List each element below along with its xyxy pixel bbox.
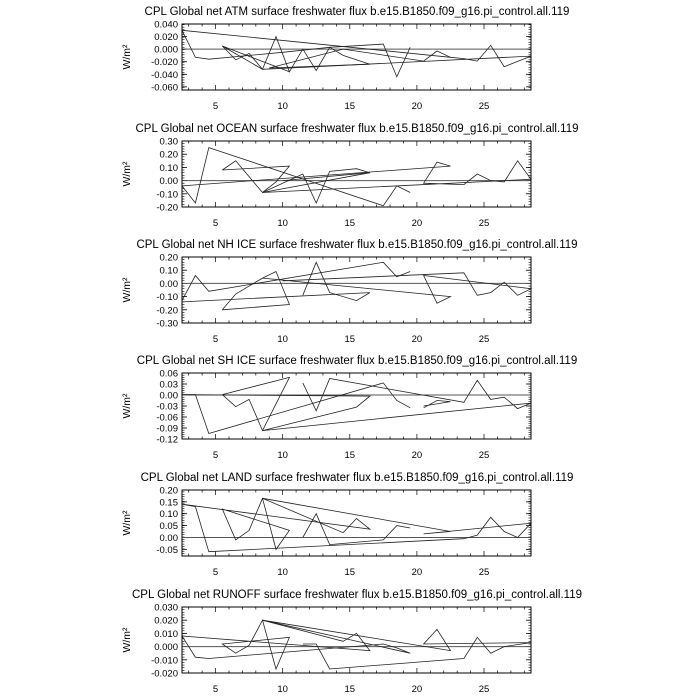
y-axis-label: W/m² [121, 510, 133, 536]
series-line-1 [182, 620, 370, 669]
y-tick-label: 0.030 [154, 602, 178, 614]
plot-frame [182, 490, 531, 556]
y-tick-label: -0.30 [156, 318, 178, 330]
y-axis-label: W/m² [121, 277, 133, 303]
y-tick-label: 0.30 [159, 136, 178, 148]
y-tick-label: 0.00 [159, 176, 178, 188]
series-line-0 [182, 498, 531, 551]
y-tick-label: -0.05 [156, 544, 178, 556]
panel-2 [121, 239, 578, 345]
x-tick-label: 15 [344, 334, 356, 345]
panel-title: CPL Global net NH ICE surface freshwater flux b.e15.B1850.f09_g16.pi_control.all.119 [136, 239, 578, 251]
y-axis-label: W/m² [121, 393, 133, 419]
series-line-0 [182, 30, 410, 77]
y-tick-label: 0.10 [159, 265, 178, 277]
y-tick-label: 0.10 [159, 162, 178, 174]
x-tick-label: 10 [277, 450, 288, 461]
y-tick-label: 0.05 [159, 521, 178, 533]
y-tick-label: 0.00 [159, 532, 178, 544]
y-tick-label: 0.020 [154, 615, 178, 627]
y-tick-label: -0.060 [151, 82, 178, 94]
panel-title: CPL Global net ATM surface freshwater flux b.e15.B1850.f09_g16.pi_control.all.119 [144, 6, 570, 18]
x-tick-label: 25 [478, 218, 490, 229]
x-tick-label: 15 [344, 684, 356, 695]
y-tick-label: -0.020 [151, 57, 178, 69]
y-tick-label: 0.000 [154, 642, 178, 654]
y-tick-label: 0.020 [154, 32, 178, 44]
series-line-1 [182, 161, 531, 193]
y-tick-label: 0.00 [159, 390, 178, 402]
y-tick-label: 0.10 [159, 509, 178, 521]
panel-5 [121, 589, 582, 695]
y-tick-label: -0.06 [156, 412, 178, 424]
y-tick-label: -0.10 [156, 292, 178, 304]
y-tick-label: 0.00 [159, 278, 178, 290]
y-tick-label: 0.15 [159, 497, 178, 509]
y-tick-label: 0.000 [154, 44, 178, 56]
y-tick-label: 0.06 [159, 368, 178, 380]
panel-4 [121, 472, 573, 578]
x-tick-label: 25 [478, 334, 490, 345]
panel-1 [121, 123, 579, 229]
x-tick-label: 5 [212, 334, 219, 345]
panel-0 [121, 6, 569, 112]
y-tick-label: 0.20 [159, 149, 178, 161]
panel-3 [121, 355, 577, 461]
x-tick-label: 20 [411, 450, 423, 461]
series-line-3 [263, 273, 532, 303]
x-tick-label: 25 [478, 450, 490, 461]
x-tick-label: 5 [212, 218, 219, 229]
x-tick-label: 5 [212, 684, 219, 695]
series-line-2 [222, 161, 289, 193]
series-line-0 [182, 620, 531, 669]
x-tick-label: 10 [277, 684, 288, 695]
panel-title: CPL Global net SH ICE surface freshwater flux b.e15.B1850.f09_g16.pi_control.all.119 [136, 355, 578, 367]
y-tick-label: -0.20 [156, 305, 178, 317]
x-tick-label: 15 [344, 101, 356, 112]
series-line-2 [222, 377, 289, 430]
series-line-3 [263, 169, 370, 203]
y-tick-label: -0.020 [151, 668, 178, 680]
x-tick-label: 15 [344, 218, 356, 229]
series-line-0 [182, 383, 410, 434]
y-tick-label: -0.20 [156, 202, 178, 214]
x-tick-label: 20 [411, 567, 423, 578]
x-tick-label: 5 [212, 450, 219, 461]
y-tick-label: -0.03 [156, 401, 178, 413]
x-tick-label: 20 [411, 101, 423, 112]
x-tick-label: 25 [478, 684, 490, 695]
x-tick-label: 10 [277, 218, 288, 229]
x-tick-label: 5 [212, 567, 219, 578]
y-tick-label: -0.09 [156, 423, 178, 435]
y-tick-label: 0.20 [159, 252, 178, 264]
x-tick-label: 5 [212, 101, 219, 112]
series-line-1 [182, 262, 370, 302]
y-tick-label: 0.03 [159, 379, 178, 391]
x-tick-label: 20 [411, 218, 423, 229]
x-tick-label: 25 [478, 567, 490, 578]
y-tick-label: 0.010 [154, 628, 178, 640]
y-axis-label: W/m² [121, 627, 133, 653]
x-tick-label: 20 [411, 334, 423, 345]
x-tick-label: 20 [411, 684, 423, 695]
x-tick-label: 15 [344, 450, 356, 461]
y-tick-label: -0.12 [156, 434, 178, 446]
panel-title: CPL Global net RUNOFF surface freshwater flux b.e15.B1850.f09_g16.pi_control.all.119 [131, 589, 583, 601]
y-tick-label: -0.040 [151, 69, 178, 81]
series-line-3 [424, 401, 451, 408]
y-tick-label: 0.040 [154, 19, 178, 31]
x-tick-label: 10 [277, 567, 288, 578]
y-tick-label: 0.20 [159, 485, 178, 497]
panel-title: CPL Global net LAND surface freshwater flux b.e15.B1850.f09_g16.pi_control.all.119 [140, 472, 574, 484]
y-tick-label: -0.10 [156, 189, 178, 201]
y-axis-label: W/m² [121, 44, 133, 70]
series-line-1 [182, 379, 531, 431]
x-tick-label: 25 [478, 101, 490, 112]
series-line-2 [222, 272, 289, 310]
x-tick-label: 10 [277, 334, 288, 345]
y-axis-label: W/m² [121, 161, 133, 187]
y-tick-label: -0.010 [151, 655, 178, 667]
panel-title: CPL Global net OCEAN surface freshwater flux b.e15.B1850.f09_g16.pi_control.all.119 [135, 123, 579, 135]
x-tick-label: 15 [344, 567, 356, 578]
x-tick-label: 10 [277, 101, 288, 112]
